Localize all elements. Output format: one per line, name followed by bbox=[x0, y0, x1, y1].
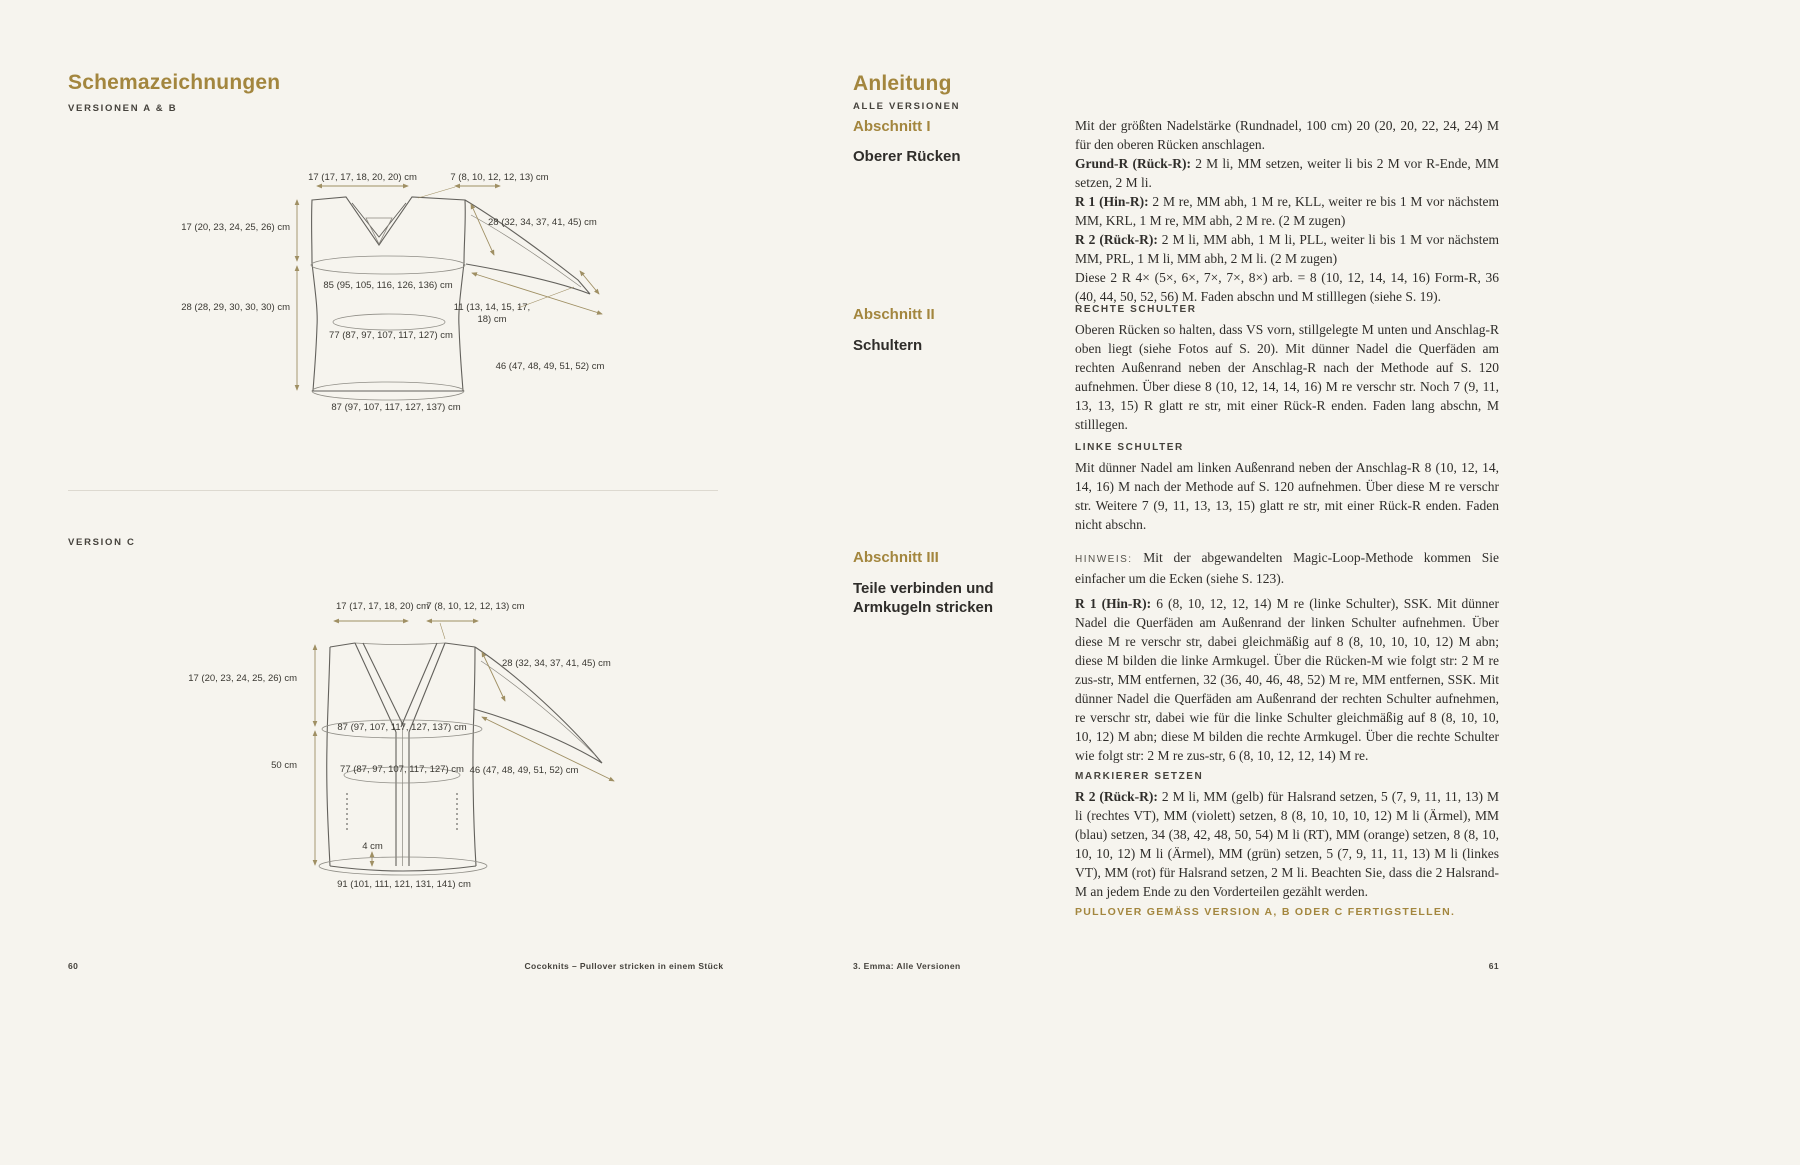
paragraph: Mit dünner Nadel am linken Außenrand neben der Anschlag-R 8 (10, 12, 14, 14, 16) M nach der Methode auf S. 120 aufnehmen. Über diese M re verschr str. Weitere 7 (9, 11, 13, 13, 15) glatt re str, mit einer Rück-R enden. Faden nicht abschn. bbox=[1075, 460, 1499, 532]
measure-yoke-depth-ab: 17 (20, 23, 24, 25, 26) cm bbox=[181, 222, 290, 233]
subhead-linke-schulter: LINKE SCHULTER bbox=[1075, 442, 1184, 453]
measure-upper-arm-c: 28 (32, 34, 37, 41, 45) cm bbox=[502, 658, 611, 669]
chapter-footer: 3. Emma: Alle Versionen bbox=[853, 961, 961, 971]
measure-hem-band-c: 4 cm bbox=[362, 841, 383, 852]
measure-yoke-depth-c: 17 (20, 23, 24, 25, 26) cm bbox=[188, 673, 297, 684]
measure-upper-arm-ab: 28 (32, 34, 37, 41, 45) cm bbox=[488, 217, 597, 228]
measure-bust-c: 87 (97, 107, 117, 127, 137) cm bbox=[337, 722, 467, 733]
instructions-reihe-1 bbox=[1075, 594, 1499, 765]
schematic-c-drawing bbox=[150, 595, 730, 915]
section-label-abschnitt-2: Abschnitt II bbox=[853, 306, 935, 323]
paragraph: R 1 (Hin-R): 6 (8, 10, 12, 12, 14) M re (linke Schulter), SSK. Mit dünner Nadel die Querfäden am Außenrand der linken Schulter aufnehmen. Über diese M re verschr str, dabei gleichmäßig auf 8 (8, 10, 10, 10, 12) M abn; diese M bilden die linke Armkugel. Über die Rücken-M wie folgt str: 2 M re zus-str, MM entfernen, 32 (36, 40, 46, 48, 52) M re, MM entfernen, SSK. Mit dünner Nadel die Querfäden am Außenrand der rechten Schulter aufnehmen, re verschr str, dabei wie für die linke Schulter gleichmäßig auf 8 (8, 10, 10, 10, 12) M abn; diese M bilden die rechte Armkugel. Über die rechte Schulter wie folgt str: 2 M re zus-str, 6 (8, 10, 12, 12, 14) M re. bbox=[1075, 596, 1499, 763]
instructions-linke-schulter bbox=[1075, 442, 1499, 534]
paragraph: Oberen Rücken so halten, dass VS vorn, stillgelegte M unten und Anschlag-R oben liegt (siehe Fotos auf S. 20). Mit dünner Nadel die Querfäden am rechten Außenrand neben der Anschlag-R nach der Methode auf S. 120 aufnehmen. Über diese 8 (10, 12, 14, 14, 16) M re verschr str. Noch 7 (9, 11, 13, 13, 15) R glatt re str, mit einer Rück-R enden. Faden lang abschn, M stilllegen. bbox=[1075, 322, 1499, 432]
alle-versionen-label: ALLE VERSIONEN bbox=[853, 101, 961, 112]
garment-body-c bbox=[327, 643, 602, 871]
measure-neck-width-ab: 7 (8, 10, 12, 12, 13) cm bbox=[450, 172, 549, 183]
section-title-schultern: Schultern bbox=[853, 337, 923, 354]
paragraph: Mit der größten Nadelstärke (Rundnadel, 100 cm) 20 (20, 20, 22, 24, 24) M für den oberen Rücken anschlagen. bbox=[1075, 118, 1499, 152]
paragraph: R 2 (Rück-R): 2 M li, MM abh, 1 M li, PLL, weiter li bis 1 M vor nächstem MM, PRL, 1 M li, MM abh, 2 M li. (2 M zugen) bbox=[1075, 232, 1499, 266]
instructions-abschnitt-1 bbox=[1075, 116, 1499, 306]
circumference-ellipses-ab bbox=[311, 256, 465, 400]
measure-sleeve-length-ab: 46 (47, 48, 49, 51, 52) cm bbox=[495, 361, 605, 372]
subhead-rechte-schulter: RECHTE SCHULTER bbox=[1075, 304, 1197, 315]
book-title-footer: Cocoknits – Pullover stricken in einem Stück bbox=[524, 961, 724, 971]
schematic-versions-ab bbox=[150, 160, 720, 450]
section-title-teile-verbinden: Teile verbinden und Armkugeln stricken bbox=[853, 580, 994, 616]
measure-shoulder-width-ab: 17 (17, 17, 18, 20, 20) cm bbox=[308, 172, 417, 183]
page-number-left: 60 bbox=[68, 961, 79, 971]
paragraph: Diese 2 R 4× (5×, 6×, 7×, 7×, 8×) arb. = 8 (10, 12, 14, 14, 16) Form-R, 36 (40, 44, 50, 52, 56) M. Faden abschn und M stilllegen (siehe S. 19). bbox=[1075, 270, 1499, 304]
circumference-ellipses-c bbox=[319, 720, 487, 875]
paragraph: HINWEIS: Mit der abgewandelten Magic-Loop-Methode kommen Sie einfacher um die Ecken (siehe S. 123). bbox=[1075, 550, 1499, 586]
subhead-markierer-setzen: MARKIERER SETZEN bbox=[1075, 771, 1204, 782]
instructions-hinweis bbox=[1075, 548, 1499, 588]
versions-ab-label: VERSIONEN A & B bbox=[68, 103, 178, 114]
measure-waist-ab: 77 (87, 97, 107, 117, 127) cm bbox=[329, 330, 453, 341]
paragraph: R 2 (Rück-R): 2 M li, MM (gelb) für Halsrand setzen, 5 (7, 9, 11, 11, 13) M li (rechtes VT), MM (violett) setzen, 8 (8, 10, 10, 10, 12) M li (Ärmel), MM (blau) setzen, 34 (38, 42, 48, 50, 54) M li (RT), MM (orange) setzen, 8 (8, 10, 10, 10, 12) M li (Ärmel), MM (grün) setzen, 5 (7, 9, 11, 11, 13) M li (linkes VT), MM (rot) für Halsrand setzen, 2 M li. Beachten Sie, dass die 2 Halsrand-M an jedem Ende zu den Vorderteilen gezählt werden. bbox=[1075, 789, 1499, 899]
measure-shoulder-width-c: 17 (17, 17, 18, 20) cm bbox=[336, 601, 429, 612]
section-label-abschnitt-3: Abschnitt III bbox=[853, 549, 939, 566]
right-page-title: Anleitung bbox=[853, 72, 952, 95]
measure-chest-ab: 85 (95, 105, 116, 126, 136) cm bbox=[323, 280, 453, 291]
measure-hem-ab: 87 (97, 107, 117, 127, 137) cm bbox=[331, 402, 461, 413]
section-label-abschnitt-1: Abschnitt I bbox=[853, 118, 931, 135]
paragraph: R 1 (Hin-R): 2 M re, MM abh, 1 M re, KLL, weiter re bis 1 M vor nächstem MM, KRL, 1 M re, MM abh, 2 M re. (2 M zugen) bbox=[1075, 194, 1499, 228]
instructions-rechte-schulter bbox=[1075, 304, 1499, 434]
schematic-version-c bbox=[150, 595, 730, 915]
page-number-right: 61 bbox=[1488, 961, 1499, 971]
final-note: PULLOVER GEMÄSS VERSION A, B ODER C FERTIGSTELLEN. bbox=[1075, 906, 1456, 918]
paragraph: Grund-R (Rück-R): 2 M li, MM setzen, weiter li bis 2 M vor R-Ende, MM setzen, 2 M li. bbox=[1075, 156, 1499, 190]
measure-cuff-ab: 11 (13, 14, 15, 17, 18) cm bbox=[453, 302, 531, 325]
measure-body-length-c: 50 cm bbox=[271, 760, 297, 771]
measure-hem-c: 91 (101, 111, 121, 131, 141) cm bbox=[337, 879, 471, 890]
version-c-label: VERSION C bbox=[68, 537, 136, 548]
measure-waist-c: 77 (87, 97, 107, 117, 127) cm bbox=[340, 764, 464, 775]
measure-sleeve-length-c: 46 (47, 48, 49, 51, 52) cm bbox=[469, 765, 579, 776]
left-page-title: Schemazeichnungen bbox=[68, 71, 281, 94]
measure-body-length-ab: 28 (28, 29, 30, 30, 30) cm bbox=[181, 302, 290, 313]
left-page-divider bbox=[68, 490, 718, 491]
instructions-markierer-setzen bbox=[1075, 771, 1499, 901]
measure-neck-width-c: 7 (8, 10, 12, 12, 13) cm bbox=[426, 601, 525, 612]
section-title-oberer-ruecken: Oberer Rücken bbox=[853, 148, 961, 165]
